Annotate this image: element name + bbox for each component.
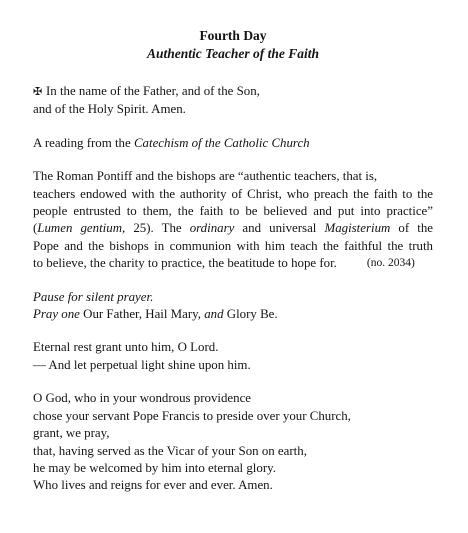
invocation-line-2: and of the Holy Spirit. Amen. [33,102,186,117]
reading-line-5: Pope and the bishops in communion with him teach the faithful the truth [33,238,433,253]
reading-text [33,168,433,272]
prayer-page [33,27,433,511]
closing-prayer-line: chose your servant Pope Francis to preside over your Church, [33,408,351,423]
day-subtitle: Authentic Teacher of the Faith [146,46,320,61]
reading-line-1: The Roman Pontiff and the bishops are “authentic teachers, that is, [33,169,378,184]
cross-icon: ✠ [33,86,43,98]
reading-line-3: people entrusted to them, the faith to be believed and put into practice” [33,204,433,219]
closing-prayer-line: that, having served as the Vicar of your Son on earth, [33,443,307,458]
closing-prayer-line: Who lives and reigns for ever and ever. Amen. [33,478,273,493]
prayer-instructions [33,289,433,324]
reading-source: Catechism of the Catholic Church [133,135,310,150]
closing-prayer [33,390,433,494]
invocation-line-1: In the name of the Father, and of the Son, [46,84,260,98]
closing-prayer-line: he may be welcomed by him into eternal glory. [33,460,276,475]
pray-instruction: Pray one Our Father, Hail Mary, and Glory Be. [33,307,278,322]
invocation [33,83,433,119]
closing-prayer-line: O God, who in your wondrous providence [33,391,252,406]
day-heading: Fourth Day [199,28,267,43]
reading-line-6: to believe, the charity to practice, the beatitude to hope for. (no. 2034) [33,255,433,272]
catechism-reference: (no. 2034) [366,257,415,270]
eternal-rest-line-1: Eternal rest grant unto him, O Lord. [33,340,219,355]
reading-intro-prefix: A reading from the [33,135,134,150]
eternal-rest [33,339,433,374]
reading-line-2: teachers endowed with the authority of Christ, who preach the faith to the [33,186,433,201]
closing-prayer-line: grant, we pray, [33,426,110,441]
reading-intro [33,135,433,152]
eternal-rest-line-2: — And let perpetual light shine upon him. [33,357,251,372]
reading-line-4: (Lumen gentium, 25). The ordinary and universal Magisterium of the [33,221,433,236]
pause-instruction: Pause for silent prayer. [33,289,154,304]
